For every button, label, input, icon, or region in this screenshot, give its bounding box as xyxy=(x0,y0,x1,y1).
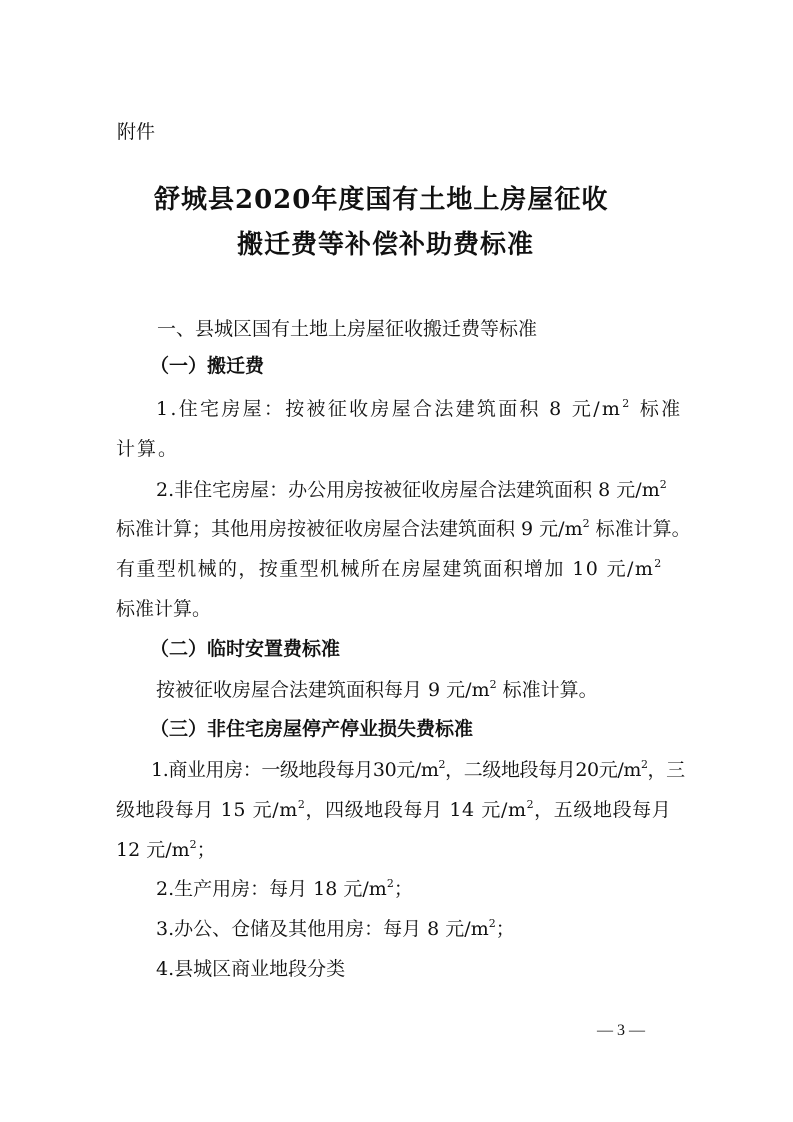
section-1-heading: 一、县城区国有土地上房屋征收搬迁费等标准 xyxy=(157,318,538,340)
page-number: — 3 — xyxy=(597,1022,645,1039)
title-line-1: 舒城县2020年度国有土地上房屋征收 xyxy=(154,185,609,215)
subsection-1-heading: （一）搬迁费 xyxy=(150,355,265,377)
subsection-2-heading: （二）临时安置费标准 xyxy=(150,638,341,660)
item-2-line-4: 标准计算。 xyxy=(116,598,212,620)
subsection-3-heading: （三）非住宅房屋停产停业损失费标准 xyxy=(150,718,474,740)
sub3-item-1-line-2: 级地段每月 15 元$/m^2$，四级地段每月 14 元$/m^2$，五级地段每月 xyxy=(116,797,672,821)
sub3-item-2: 2.生产用房：每月 18 元$/m^2$； xyxy=(156,876,413,900)
attachment-label: 附件 xyxy=(117,121,156,143)
subsection-2-text: 按被征收房屋合法建筑面积每月 9 元$/m^2$ 标准计算。 xyxy=(156,677,598,701)
item-1-line-2: 计算。 xyxy=(116,438,180,460)
sub3-item-3: 3.办公、仓储及其他用房：每月 8 元$/m^2$； xyxy=(156,916,515,940)
sub3-item-1-line-1: 1.商业用房：一级地段每月30元$/m^2$，二级地段每月20元$/m^2$，三 xyxy=(151,757,685,781)
item-2-line-3: 有重型机械的，按重型机械所在房屋建筑面积增加 10 元$/m^2$ xyxy=(116,556,663,580)
sub3-item-4: 4.县城区商业地段分类 xyxy=(156,958,346,980)
item-1-line-1: 1.住宅房屋：按被征收房屋合法建筑面积 8 元$/m^2$ 标准 xyxy=(156,396,683,420)
item-2-line-2: 标准计算；其他用房按被征收房屋合法建筑面积 9 元$/m^2$ 标准计算。 xyxy=(116,516,691,540)
sub3-item-1-line-3: 12 元$/m^2$； xyxy=(116,837,216,861)
title-line-2: 搬迁费等补偿补助费标准 xyxy=(237,230,535,260)
item-2-line-1: 2.非住宅房屋：办公用房按被征收房屋合法建筑面积 8 元$/m^2$ xyxy=(156,477,667,501)
